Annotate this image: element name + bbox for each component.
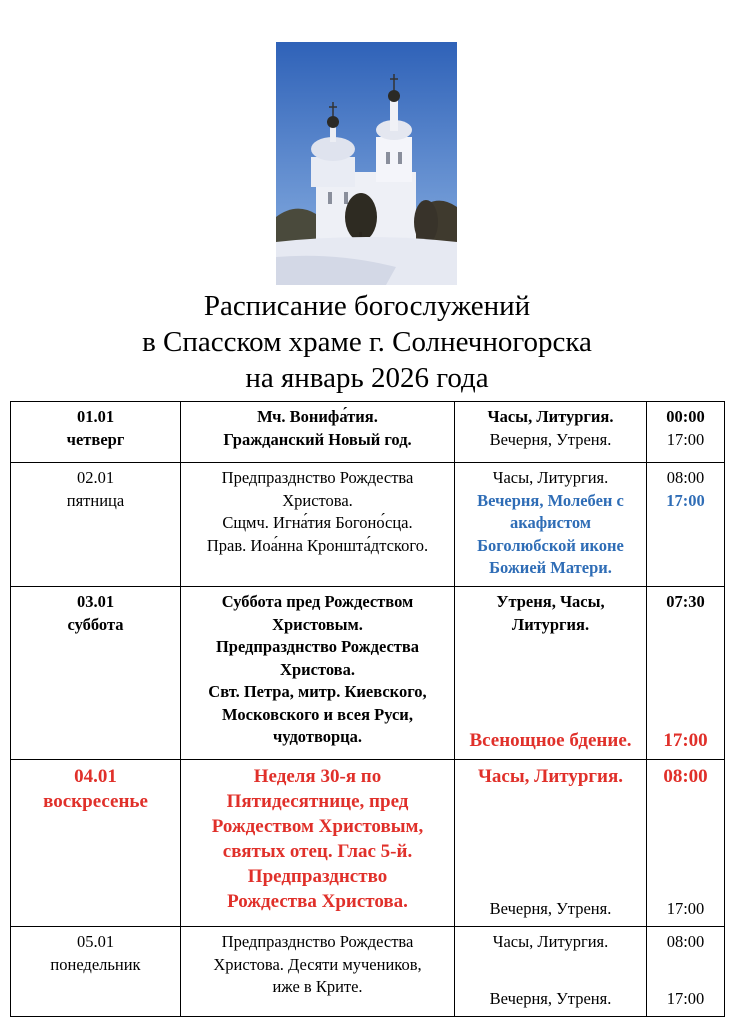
time-cell (647, 927, 725, 1017)
date: 04.01 (74, 766, 117, 787)
feast-line: Рождеством Христовым, (211, 816, 424, 837)
feast-line: Неделя 30-я по (253, 766, 382, 787)
time: 00:00 (666, 407, 705, 426)
time: 08:00 (666, 932, 705, 951)
date: 02.01 (76, 468, 115, 487)
service-line: Вечерня, Утреня. (489, 429, 612, 449)
service-line: акафистом (509, 513, 592, 532)
feast-line: Гражданский Новый год. (223, 429, 412, 449)
time-cell (647, 463, 725, 587)
table-row (11, 927, 725, 1017)
feast-cell (181, 760, 455, 927)
weekday: понедельник (50, 954, 141, 974)
feast-line: Мч. Вонифа́тия. (257, 407, 378, 426)
services-cell (455, 463, 647, 587)
feast-line: Предпразднство Рождества (215, 637, 420, 656)
table-row (11, 760, 725, 927)
service-line: Вечерня, Утреня. (489, 988, 612, 1008)
weekday: суббота (67, 614, 124, 634)
service-line: Утреня, Часы, (496, 592, 605, 611)
feast-line: Предпразднство Рождества (221, 932, 414, 951)
feast-line: Предпразднство (247, 866, 388, 887)
date-cell (11, 402, 181, 463)
feast-line: Свт. Петра, митр. Киевского, (208, 682, 427, 701)
feast-line: Рождества Христова. (227, 891, 408, 912)
service-line: Вечерня, Утреня. (489, 898, 612, 918)
time: 17:00 (663, 730, 708, 751)
feast-line: Христовым. (272, 614, 363, 634)
time: 17:00 (666, 429, 705, 449)
time-cell (647, 587, 725, 760)
table-row (11, 587, 725, 760)
date-cell (11, 463, 181, 587)
services-cell (455, 587, 647, 760)
church-photo (276, 42, 457, 285)
feast-line: Пятидесятнице, пред (226, 791, 409, 812)
time: 08:00 (666, 468, 705, 487)
service-line: Часы, Литургия. (492, 932, 609, 951)
feast-line: иже в Крите. (272, 977, 363, 996)
title-line: Расписание богослужений (203, 290, 531, 322)
title-line: на январь 2026 года (245, 362, 489, 394)
date: 03.01 (76, 592, 115, 611)
date: 01.01 (76, 407, 115, 426)
date-cell (11, 587, 181, 760)
feast-line: святых отец. Глас 5-й. (222, 841, 413, 862)
feast-line: Суббота пред Рождеством (221, 592, 414, 611)
weekday: пятница (66, 490, 125, 510)
feast-line: Христова. (282, 490, 353, 510)
feast-line: чудотворца. (272, 727, 363, 746)
date: 05.01 (76, 932, 115, 951)
time: 08:00 (663, 766, 708, 787)
table-row (11, 463, 725, 587)
service-line: Божией Матери. (489, 558, 612, 577)
service-line: Часы, Литургия. (492, 468, 609, 487)
time: 17:00 (666, 988, 705, 1008)
feast-cell (181, 927, 455, 1017)
service-line: Вечерня, Молебен с (477, 490, 624, 510)
table-row (11, 402, 725, 463)
time-cell (647, 402, 725, 463)
service-line: Часы, Литургия. (477, 766, 624, 787)
services-cell (455, 927, 647, 1017)
service-line: Литургия. (511, 614, 590, 634)
date-cell (11, 760, 181, 927)
time: 17:00 (666, 898, 705, 918)
feast-line: Христова. Десяти мучеников, (213, 954, 422, 974)
service-line: Часы, Литургия. (487, 407, 614, 426)
page-title (0, 288, 734, 396)
feast-cell (181, 463, 455, 587)
feast-cell (181, 402, 455, 463)
weekday: воскресенье (43, 791, 148, 812)
time: 17:00 (666, 490, 705, 510)
feast-line: Предпразднство Рождества (221, 468, 414, 487)
services-cell (455, 402, 647, 463)
weekday: четверг (66, 429, 125, 449)
service-line: Всенощное бдение. (469, 730, 632, 751)
feast-line: Московского и всея Руси, (222, 704, 413, 724)
feast-line: Сщмч. Игна́тия Богоно́сца. (222, 513, 413, 532)
date-cell (11, 927, 181, 1017)
feast-line: Христова. (280, 659, 355, 679)
service-line: Боголюбской иконе (477, 535, 624, 555)
feast-cell (181, 587, 455, 760)
schedule-table (10, 401, 725, 1017)
time: 07:30 (666, 592, 705, 611)
title-line: в Спасском храме г. Солнечногорска (142, 326, 592, 358)
time-cell (647, 760, 725, 927)
feast-line: Прав. Иоа́нна Кроншта́дтского. (206, 535, 429, 555)
services-cell (455, 760, 647, 927)
